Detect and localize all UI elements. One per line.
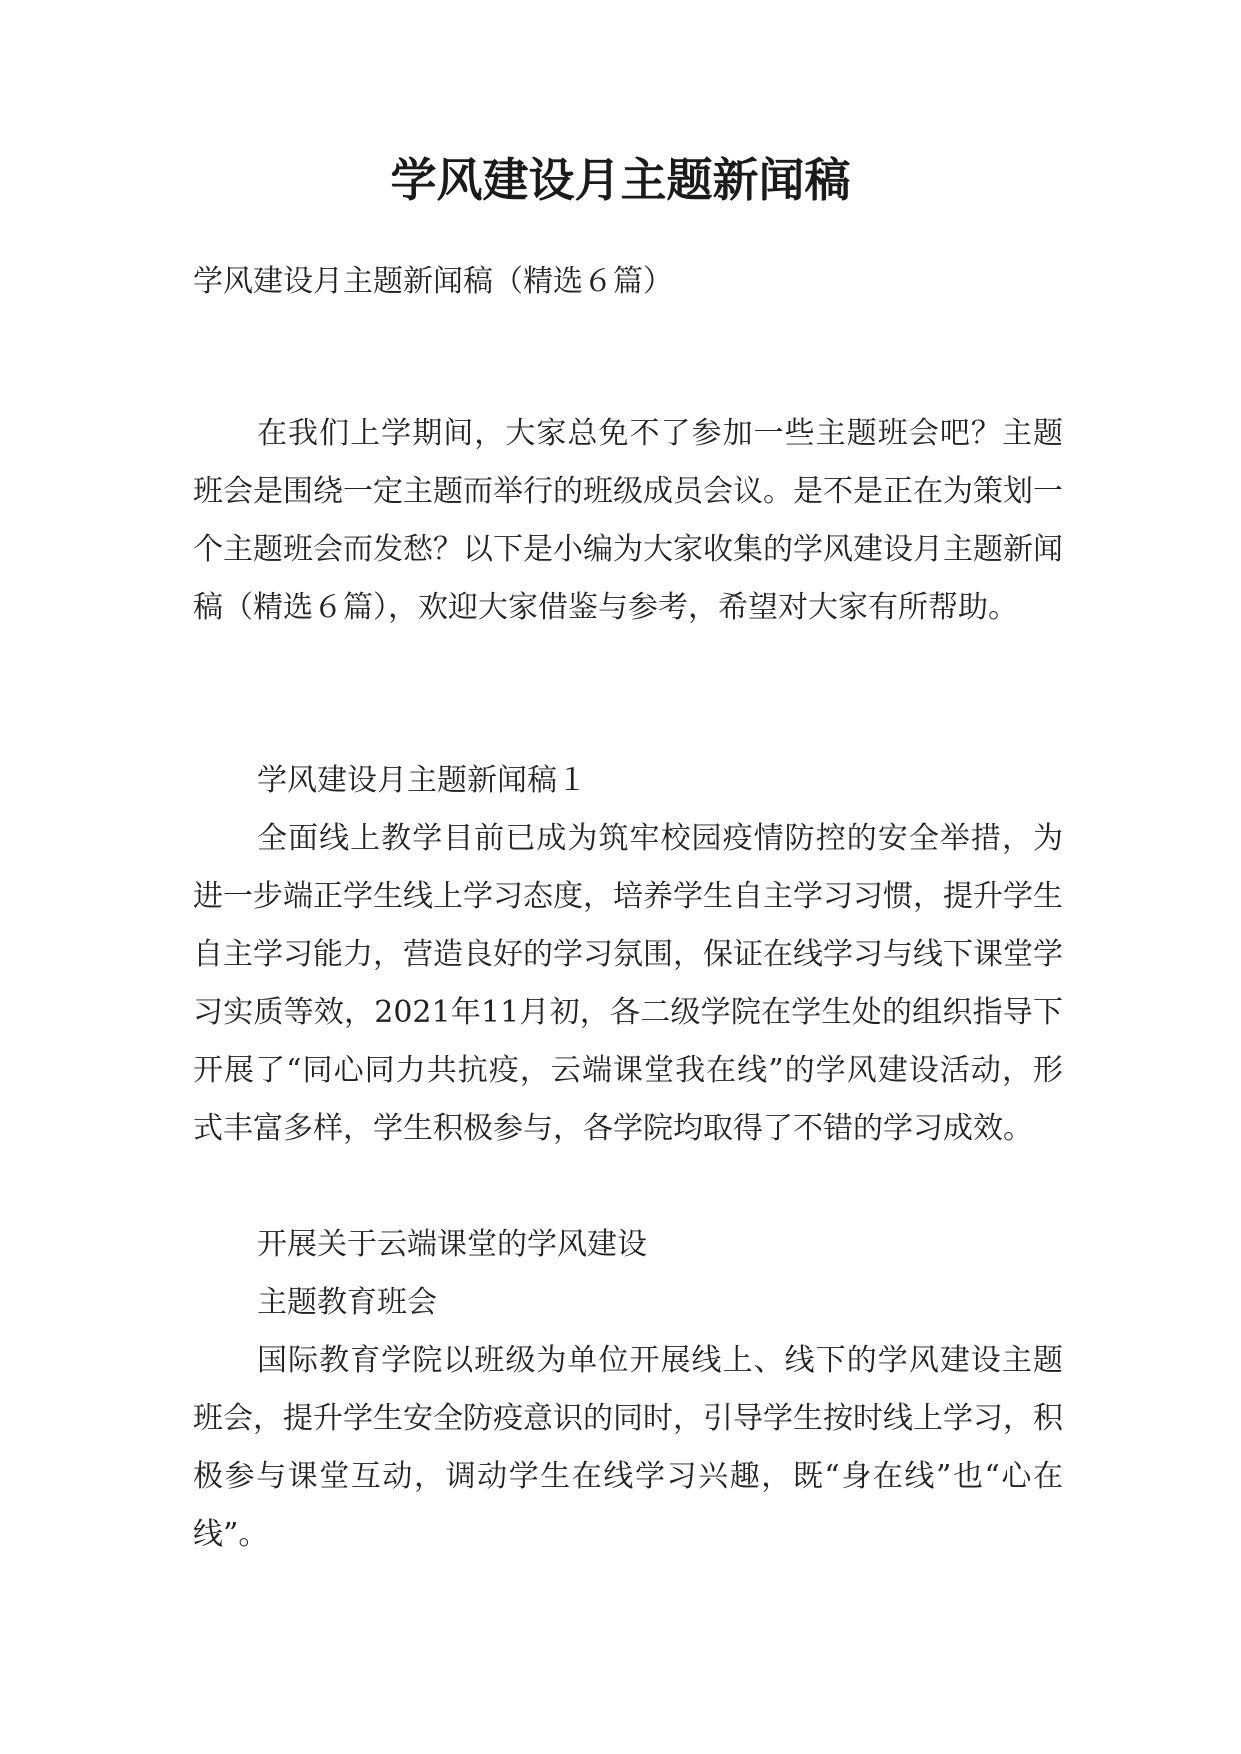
section-paragraph-2: 国际教育学院以班级为单位开展线上、线下的学风建设主题班会，提升学生安全防疫意识的同时，引导学生按时线上学习，积极参与课堂互动，调动学生在线学习兴趣，既“身在线”也“心在线”。	[193, 1343, 1063, 1552]
subheading-line-2: 主题教育班会	[257, 1285, 437, 1320]
document-subtitle: 学风建设月主题新闻稿（精选６篇）	[193, 264, 673, 299]
intro-paragraph: 在我们上学期间，大家总免不了参加一些主题班会吧？主题班会是围绕一定主题而举行的班级成员会议。是不是正在为策划一个主题班会而发愁？以下是小编为大家收集的学风建设月主题新闻稿（精选６篇），欢迎大家借鉴与参考，希望对大家有所帮助。	[193, 416, 1063, 625]
section-heading: 学风建设月主题新闻稿１	[257, 763, 587, 798]
document-title: 学风建设月主题新闻稿	[390, 153, 851, 207]
subheading-line-1: 开展关于云端课堂的学风建设	[257, 1227, 647, 1262]
section-paragraph: 全面线上教学目前已成为筑牢校园疫情防控的安全举措，为进一步端正学生线上学习态度，培养学生自主学习习惯，提升学生自主学习能力，营造良好的学习氛围，保证在线学习与线下课堂学习实质等效，2021年11月初，各二级学院在学生处的组织指导下开展了“同心同力共抗疫，云端课堂我在线”的学风建设活动，形式丰富多样，学生积极参与，各学院均取得了不错的学习成效。	[193, 821, 1063, 1146]
